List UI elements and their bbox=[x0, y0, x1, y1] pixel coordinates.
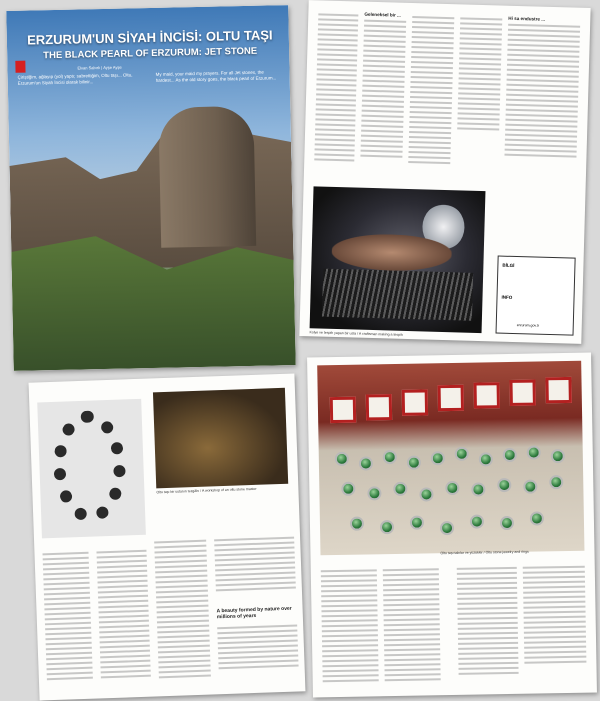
text-column-2 bbox=[360, 12, 406, 161]
intro-text-tr: Çiriştiğim, ağlayıp (yol) yaptı; sabrettiğim, Oltu taşı... Oltu, Erzurum'un Siyah İncisi olarak bilinir... bbox=[17, 72, 133, 86]
section-heading-2: Hi sa endustre ... bbox=[508, 15, 546, 22]
magazine-page-cover bbox=[6, 5, 295, 371]
intro-text-en: My maid, your maid my prayers. For all Jet stones, the hardest... As the old story goes, the black pearl of Erzurum... bbox=[155, 69, 277, 83]
text-column-p3-3 bbox=[154, 537, 211, 682]
text-column-p3-2 bbox=[96, 547, 151, 682]
castle-tower-image bbox=[158, 106, 256, 248]
jewelry-box bbox=[545, 377, 571, 403]
jewelry-box bbox=[402, 389, 428, 415]
text-column-p3-5 bbox=[217, 622, 299, 673]
jewelry-caption: Oltu taşı takılar ve yüzükler / Oltu stone jewelry and rings bbox=[440, 549, 529, 556]
info-box-title: BİLGİ bbox=[502, 262, 515, 268]
magazine-page-jewelry bbox=[307, 353, 597, 698]
info-box-url: erzurum.gov.tr bbox=[516, 323, 540, 328]
text-column-5 bbox=[504, 16, 580, 161]
text-column-1 bbox=[314, 10, 358, 164]
article-byline: Elvan Sabırlı | Ayşe Ayşe bbox=[77, 64, 122, 71]
text-column-4 bbox=[457, 14, 502, 133]
photo-caption: Kolye ve tespih yapan bir usta / A craftsman making a tespih bbox=[309, 330, 403, 337]
jewelry-box bbox=[438, 385, 464, 411]
text-column-p3-1 bbox=[42, 549, 93, 684]
info-box bbox=[496, 256, 576, 336]
text-column-p4-3 bbox=[457, 564, 519, 678]
section-heading-1: Geleneksel bir ... bbox=[364, 11, 401, 18]
text-column-3 bbox=[408, 13, 454, 167]
info-box-subtitle: INFO bbox=[501, 294, 513, 300]
turkish-flag-icon bbox=[15, 61, 25, 73]
craftsman-hands-image bbox=[331, 233, 452, 272]
section-heading-p3: A beauty formed by nature over millions of years bbox=[216, 605, 292, 621]
workshop-caption: Oltu taşı bir ustanın tezgâhı / A workshop of an oltu stone master bbox=[156, 486, 257, 495]
article-title-tr: ERZURUM'UN SİYAH İNCİSİ: OLTU TAŞI bbox=[26, 27, 273, 48]
workshop-photo bbox=[153, 388, 288, 489]
text-column-p4-1 bbox=[321, 566, 379, 685]
jewelry-box bbox=[509, 380, 535, 406]
text-column-p4-2 bbox=[383, 565, 441, 684]
magazine-page-craftsman bbox=[299, 0, 590, 344]
magazine-page-bracelet bbox=[29, 373, 306, 700]
text-column-p3-4 bbox=[214, 534, 296, 595]
jewelry-box bbox=[366, 394, 392, 420]
jewelry-box bbox=[474, 382, 500, 408]
jewelry-box bbox=[330, 397, 356, 423]
text-column-p4-4 bbox=[523, 563, 587, 667]
article-title-en: THE BLACK PEARL OF ERZURUM: JET STONE bbox=[43, 45, 258, 62]
prayer-beads-image bbox=[322, 269, 473, 321]
